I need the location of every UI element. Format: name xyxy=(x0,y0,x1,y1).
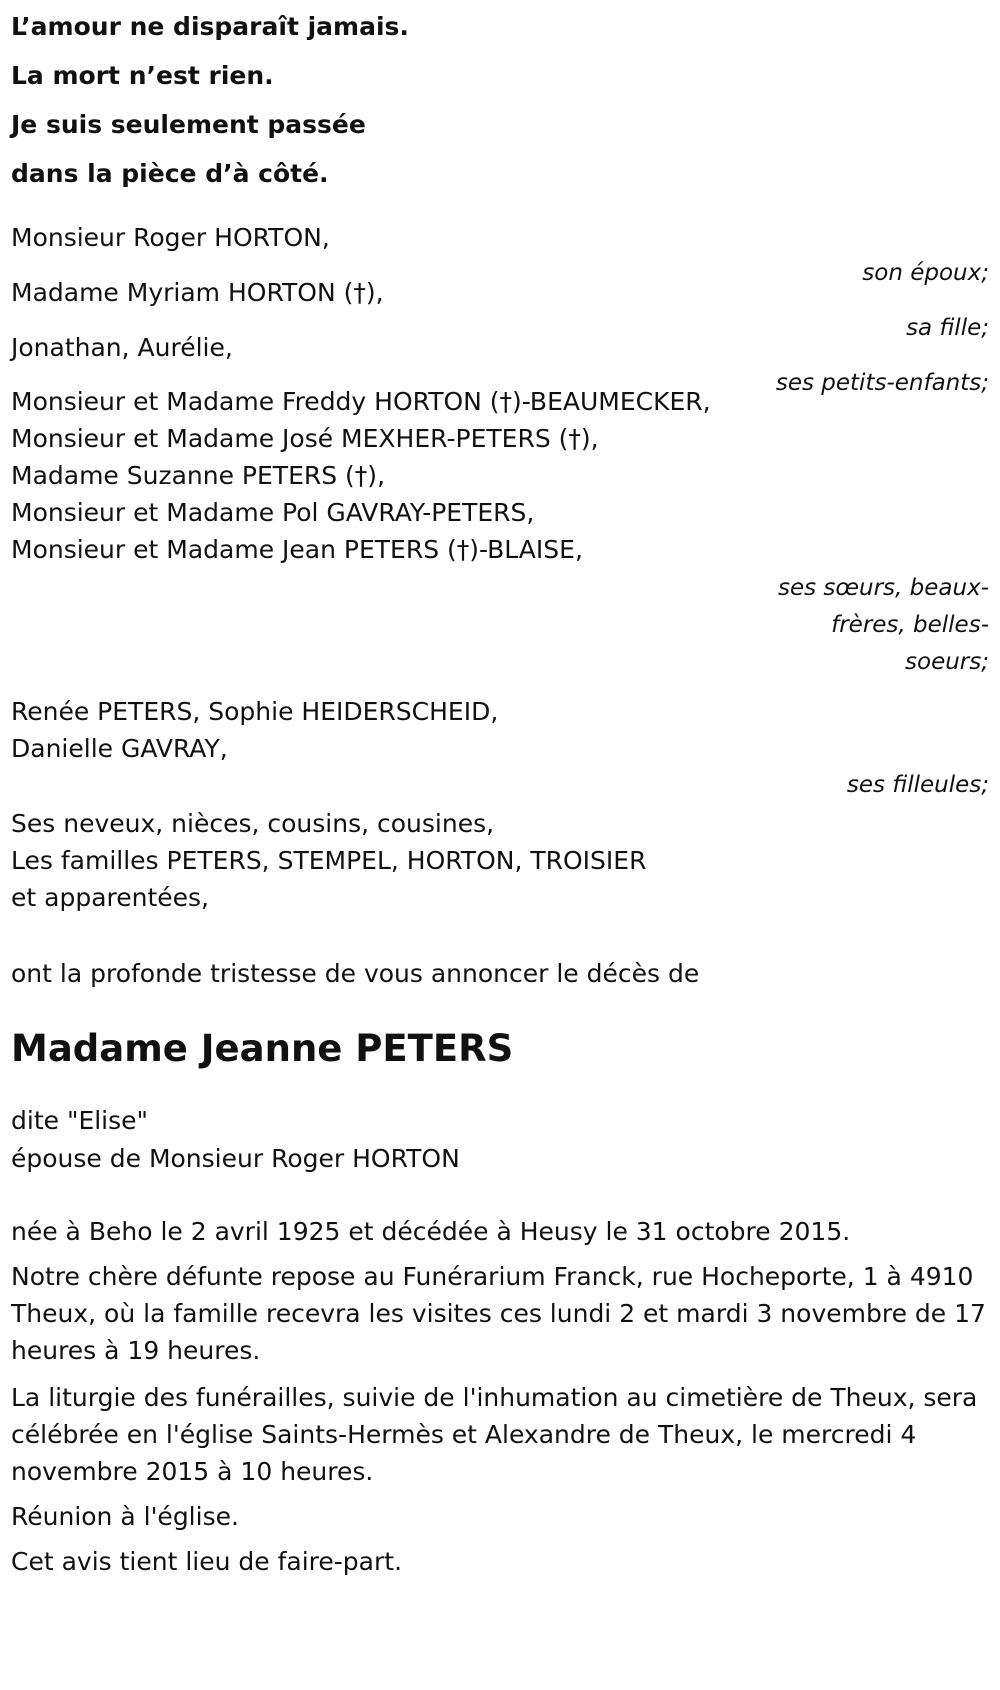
notice-text: Cet avis tient lieu de faire-part. xyxy=(11,1547,403,1576)
poem xyxy=(11,2,991,198)
grandchildren-role: ses petits-enfants; xyxy=(775,370,989,396)
poem-line: Je suis seulement passée xyxy=(11,110,366,139)
deceased-name: Madame Jeanne PETERS xyxy=(11,1027,514,1070)
poem-line: L’amour ne disparaît jamais. xyxy=(11,12,409,41)
relatives-line: Les familles PETERS, STEMPEL, HORTON, TROISIER xyxy=(11,846,647,875)
sibling-line: Monsieur et Madame Jean PETERS (†)-BLAISE, xyxy=(11,535,583,564)
meeting-text: Réunion à l'église. xyxy=(11,1502,239,1531)
deceased-info xyxy=(11,1102,991,1178)
poem-line: dans la pièce d’à côté. xyxy=(11,159,329,188)
relatives-line: et apparentées, xyxy=(11,883,209,912)
daughter-role: sa fille; xyxy=(906,315,989,341)
sibling-line: Monsieur et Madame José MEXHER-PETERS (†), xyxy=(11,424,599,453)
announcement-text: ont la profonde tristesse de vous annoncer le décès de xyxy=(11,959,700,988)
sibling-line: Monsieur et Madame Pol GAVRAY-PETERS, xyxy=(11,498,535,527)
sibling-line: Madame Suzanne PETERS (†), xyxy=(11,461,386,490)
sibling-line: Monsieur et Madame Freddy HORTON (†)-BEAUMECKER, xyxy=(11,387,711,416)
goddaughters-list xyxy=(11,693,991,767)
visitation-text: Notre chère défunte repose au Funérarium Franck, rue Hocheporte, 1 à 4910 Theux, où la famille recevra les visites ces lundi 2 et mardi 3 novembre de 17 heures à 19 heures. xyxy=(11,1262,986,1365)
relatives-line: Ses neveux, nièces, cousins, cousines, xyxy=(11,809,495,838)
daughter-name: Madame Myriam HORTON (†), xyxy=(11,278,384,307)
liturgy-text: La liturgie des funérailles, suivie de l'inhumation au cimetière de Theux, sera célébrée en l'église Saints-Hermès et Alexandre de Theux, le mercredi 4 novembre 2015 à 10 heures. xyxy=(11,1383,978,1486)
husband-name: Monsieur Roger HORTON, xyxy=(11,223,330,252)
siblings-list xyxy=(11,383,991,568)
grandchildren-names: Jonathan, Aurélie, xyxy=(11,333,233,362)
deceased-spouse: épouse de Monsieur Roger HORTON xyxy=(11,1144,460,1173)
birth-death-text: née à Beho le 2 avril 1925 et décédée à Heusy le 31 octobre 2015. xyxy=(11,1217,851,1246)
siblings-role: ses sœurs, beaux-frères, belles-soeurs; xyxy=(777,575,989,675)
goddaughter-line: Renée PETERS, Sophie HEIDERSCHEID, xyxy=(11,697,499,726)
goddaughters-role: ses filleules; xyxy=(846,772,989,798)
deceased-alias: dite "Elise" xyxy=(11,1106,149,1135)
husband-role: son époux; xyxy=(862,260,989,286)
goddaughter-line: Danielle GAVRAY, xyxy=(11,734,228,763)
other-relatives xyxy=(11,805,991,916)
obituary-notice xyxy=(11,0,991,1580)
family-list xyxy=(11,218,991,916)
funeral-details xyxy=(11,1212,991,1580)
poem-line: La mort n’est rien. xyxy=(11,61,274,90)
siblings-role-wrap xyxy=(11,570,989,681)
